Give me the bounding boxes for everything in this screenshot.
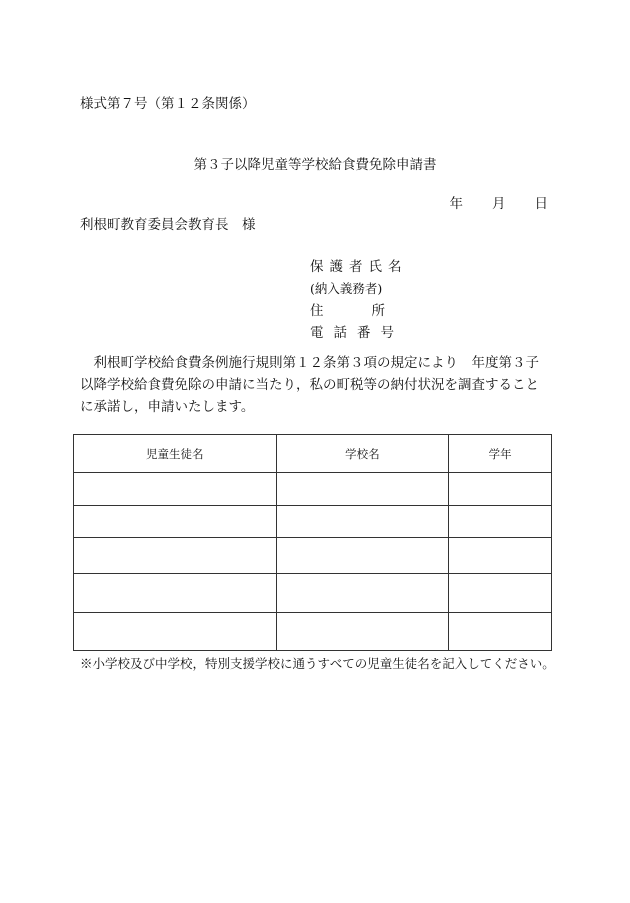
date-fields — [450, 196, 549, 214]
table-row — [74, 473, 552, 506]
grade-cell[interactable] — [449, 574, 552, 613]
payer-note: (納入義務者) — [310, 281, 383, 296]
header-grade: 学年 — [449, 435, 552, 473]
table-row — [74, 613, 552, 651]
student-name-cell[interactable] — [74, 473, 277, 506]
table-row — [74, 574, 552, 613]
header-school-name: 学校名 — [276, 435, 449, 473]
school-name-cell[interactable] — [276, 538, 449, 574]
student-name-cell[interactable] — [74, 506, 277, 538]
school-name-cell[interactable] — [276, 473, 449, 506]
form-number: 様式第７号（第１２条関係） — [80, 96, 256, 112]
applicant-block — [310, 257, 408, 345]
student-table — [73, 434, 552, 651]
table-row — [74, 506, 552, 538]
school-name-cell[interactable] — [276, 613, 449, 651]
consent-statement: 利根町学校給食費条例施行規則第１２条第３項の規定により 年度第３子以降学校給食費免除の申請に当たり，私の町税等の納付状況を調査することに承諾し，申請いたします。 — [80, 355, 539, 415]
grade-cell[interactable] — [449, 506, 552, 538]
table-header-row — [74, 435, 552, 473]
document-title: 第３子以降児童等学校給食費免除申請書 — [193, 157, 437, 173]
student-name-cell[interactable] — [74, 538, 277, 574]
student-name-cell[interactable] — [74, 613, 277, 651]
date-day-label: 日 — [534, 196, 548, 212]
phone-label: 電話番号 — [310, 325, 404, 341]
student-name-cell[interactable] — [74, 574, 277, 613]
date-month-label: 月 — [492, 196, 506, 212]
school-name-cell[interactable] — [276, 506, 449, 538]
table-row — [74, 538, 552, 574]
footnote: ※小学校及び中学校，特別支援学校に通うすべての児童生徒名を記入してください。 — [80, 656, 555, 671]
date-year-label: 年 — [449, 196, 463, 212]
grade-cell[interactable] — [449, 538, 552, 574]
grade-cell[interactable] — [449, 473, 552, 506]
grade-cell[interactable] — [449, 613, 552, 651]
school-name-cell[interactable] — [276, 574, 449, 613]
address-label: 住 所 — [310, 303, 385, 319]
recipient: 利根町教育委員会教育長 様 — [80, 217, 256, 233]
header-student-name: 児童生徒名 — [74, 435, 277, 473]
guardian-name-label: 保護者氏名 — [310, 259, 408, 275]
